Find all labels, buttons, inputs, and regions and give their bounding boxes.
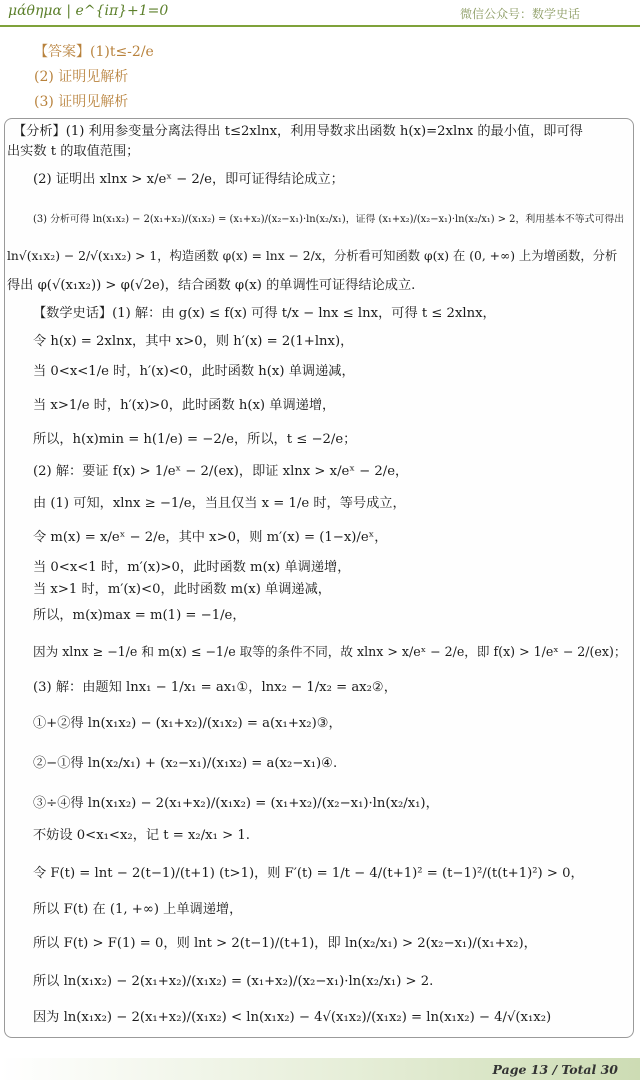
solution-line-21: 所以 ln(x₁x₂) − 2(x₁+x₂)/(x₁x₂) = (x₁+x₂)/(x₂−x₁)·ln(x₂/x₁) > 2. <box>33 974 434 989</box>
solution-line-15: ②−①得 ln(x₂/x₁) + (x₂−x₁)/(x₁x₂) = a(x₂−x₁)④. <box>33 756 338 771</box>
answer-line-1: 【答案】(1)t≤-2/e <box>34 44 154 60</box>
page-header <box>0 0 640 26</box>
analysis-line-5: ln√(x₁x₂) − 2/√(x₁x₂) > 1，构造函数 φ(x) = lnx − 2/x，分析看可知函数 φ(x) 在 (0, +∞) 上为增函数，分析 <box>7 249 618 263</box>
analysis-line-2: 出实数 t 的取值范围； <box>7 144 140 159</box>
analysis-line-4: (3) 分析可得 ln(x₁x₂) − 2(x₁+x₂)/(x₁x₂) = (x₁+x₂)/(x₂−x₁)·ln(x₂/x₁)，证得 (x₁+x₂)/(x₂−x₁)·ln(x₂/x₁) > 2，利用基本不等式可得出 <box>33 214 625 225</box>
page-number: Page 13 / Total 30 <box>492 1062 618 1077</box>
solution-line-1: 【数学史话】(1) 解：由 g(x) ≤ f(x) 可得 t/x − lnx ≤ lnx，可得 t ≤ 2xlnx， <box>33 306 496 321</box>
solution-line-16: ③÷④得 ln(x₁x₂) − 2(x₁+x₂)/(x₁x₂) = (x₁+x₂)/(x₂−x₁)·ln(x₂/x₁)， <box>33 796 439 811</box>
header-divider <box>0 25 640 27</box>
solution-line-7: 由 (1) 可知，xlnx ≥ −1/e，当且仅当 x = 1/e 时，等号成立， <box>33 496 406 511</box>
analysis-line-3: (2) 证明出 xlnx > x/eˣ − 2/e，即可证得结论成立； <box>33 172 344 187</box>
analysis-line-6: 得出 φ(√(x₁x₂)) > φ(√2e)，结合函数 φ(x) 的单调性可证得结论成立. <box>7 278 416 293</box>
answer-line-3: (3) 证明见解析 <box>34 94 129 110</box>
solution-line-12: 因为 xlnx ≥ −1/e 和 m(x) ≤ −1/e 取等的条件不同，故 xlnx > x/eˣ − 2/e，即 f(x) > 1/eˣ − 2/(ex)； <box>33 644 627 659</box>
solution-line-11: 所以，m(x)max = m(1) = −1/e， <box>33 608 246 623</box>
solution-box <box>4 118 634 1038</box>
solution-line-2: 令 h(x) = 2xlnx，其中 x>0，则 h′(x) = 2(1+lnx)， <box>33 334 354 349</box>
answer-block <box>34 40 154 115</box>
solution-line-20: 所以 F(t) > F(1) = 0，则 lnt > 2(t−1)/(t+1)，即 ln(x₂/x₁) > 2(x₂−x₁)/(x₁+x₂)， <box>33 936 537 951</box>
answer-line-2: (2) 证明见解析 <box>34 69 129 85</box>
solution-line-14: ①+②得 ln(x₁x₂) − (x₁+x₂)/(x₁x₂) = a(x₁+x₂)③， <box>33 716 342 731</box>
page-footer <box>0 1058 640 1080</box>
solution-line-17: 不妨设 0<x₁<x₂，记 t = x₂/x₁ > 1. <box>33 828 250 843</box>
header-title: μάθημα | e^{iπ}+1=0 <box>8 3 169 19</box>
solution-line-8: 令 m(x) = x/eˣ − 2/e，其中 x>0，则 m′(x) = (1−x)/eˣ， <box>33 530 388 545</box>
solution-line-19: 所以 F(t) 在 (1, +∞) 上单调递增， <box>33 902 243 917</box>
solution-line-22: 因为 ln(x₁x₂) − 2(x₁+x₂)/(x₁x₂) < ln(x₁x₂) − 4√(x₁x₂)/(x₁x₂) = ln(x₁x₂) − 4/√(x₁x₂) <box>33 1010 552 1025</box>
solution-line-10: 当 x>1 时，m′(x)<0，此时函数 m(x) 单调递减， <box>33 582 331 597</box>
solution-line-18: 令 F(t) = lnt − 2(t−1)/(t+1) (t>1)，则 F′(t) = 1/t − 4/(t+1)² = (t−1)²/(t(t+1)²) > 0， <box>33 866 584 881</box>
analysis-line-1: 【分析】(1) 利用参变量分离法得出 t≤2xlnx，利用导数求出函数 h(x)=2xlnx 的最小值，即可得 <box>13 124 583 139</box>
header-wechat-account: 微信公众号：数学史话 <box>459 7 580 21</box>
solution-line-5: 所以，h(x)min = h(1/e) = −2/e，所以，t ≤ −2/e； <box>33 432 357 447</box>
solution-line-6: (2) 解：要证 f(x) > 1/eˣ − 2/(ex)，即证 xlnx > x/eˣ − 2/e， <box>33 464 409 479</box>
solution-line-3: 当 0<x<1/e 时，h′(x)<0，此时函数 h(x) 单调递减， <box>33 364 355 379</box>
solution-line-13: (3) 解：由题知 lnx₁ − 1/x₁ = ax₁①，lnx₂ − 1/x₂ = ax₂②， <box>33 680 397 695</box>
solution-line-4: 当 x>1/e 时，h′(x)>0，此时函数 h(x) 单调递增， <box>33 398 336 413</box>
solution-line-9: 当 0<x<1 时，m′(x)>0，此时函数 m(x) 单调递增， <box>33 560 351 575</box>
